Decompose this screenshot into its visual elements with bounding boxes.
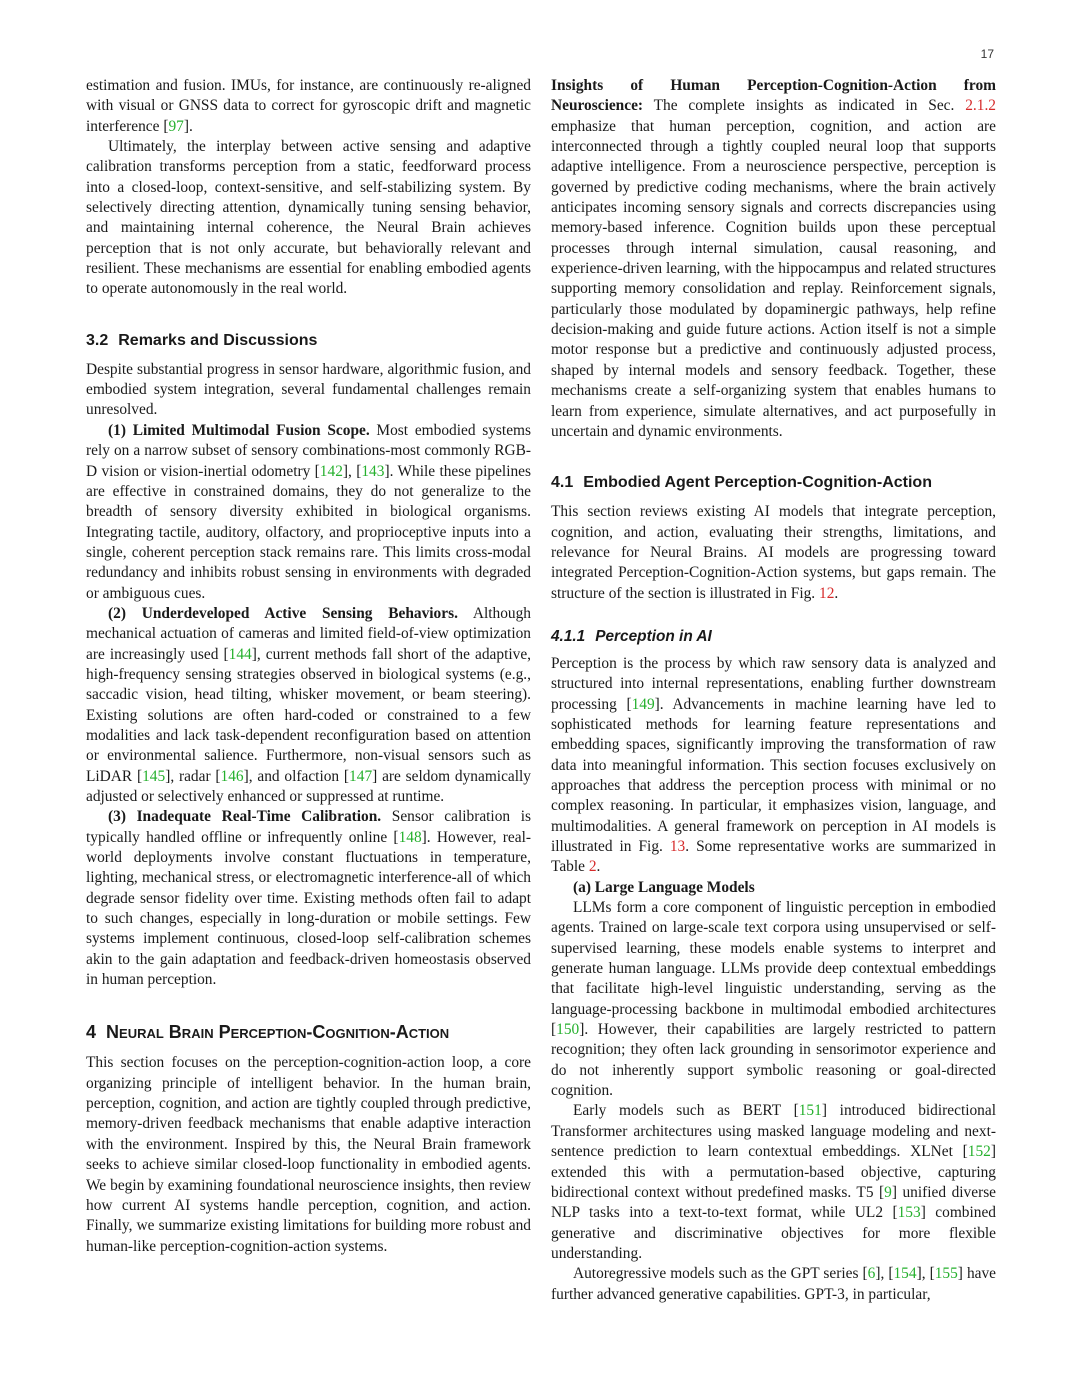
paragraph: Perception is the process by which raw sensory data is analyzed and structured into internal representations, enabling further downstream processing [149]. Advancements in machine learning have led to sophisticated methods for learning feature representations and embedding spaces, significantly improving the transformation of raw data into meaningful information. This section focuses exclusively on approaches that address the perception process with minimal or no complex reasoning. In particular, it emphasizes vision, language, and multimodalities. A general framework on perception in AI models is illustrated in Fig. 13. Some representative works are summarized in Table 2. — [551, 654, 996, 876]
citation-link[interactable]: 148 — [398, 828, 422, 846]
page-number: 17 — [980, 47, 994, 61]
citation-link[interactable]: 142 — [319, 462, 343, 480]
left-column — [86, 76, 531, 1257]
citation-link[interactable]: 152 — [967, 1143, 991, 1161]
paragraph: estimation and fusion. IMUs, for instance, are continuously re-aligned with visual or GNSS data to correct for gyroscopic drift and magnetic interference [97]. — [86, 77, 531, 135]
paragraph: (3) Inadequate Real-Time Calibration. Sensor calibration is typically handled offline or infrequently online [148]. However, real-world deployments involve constant fluctuations in temperature, lighting, mechanical stress, or electromagnetic interference-all of which degrade sensor fidelity over time. Existing methods often fail to adapt to such changes, especially in long-duration or mobile settings. Few systems implement continuous, closed-loop self-calibration schemes akin to the gain adaptation and feedback-driven homeostasis observed in human perception. — [86, 808, 531, 989]
citation-link[interactable]: 150 — [556, 1021, 580, 1039]
section-link[interactable]: 2.1.2 — [965, 97, 996, 115]
paragraph: LLMs form a core component of linguistic perception in embodied agents. Trained on large-scale text corpora using unsupervised or self-supervised learning, these models enable systems to interpret and generate human language. LLMs provide deep contextual embeddings that facilitate high-level linguistic understanding, serving as the language-processing backbone in multimodal embodied architectures [150]. However, their capabilities are largely restricted to pattern recognition; they often lack grounding in sensorimotor experience and do not inherently support symbolic reasoning or goal-directed cognition. — [551, 899, 996, 1100]
citation-link[interactable]: 149 — [631, 695, 655, 713]
citation-link[interactable]: 154 — [893, 1265, 917, 1283]
citation-link[interactable]: 144 — [228, 645, 252, 663]
citation-link[interactable]: 151 — [798, 1102, 822, 1120]
paragraph: Despite substantial progress in sensor hardware, algorithmic fusion, and embodied system integration, several fundamental challenges remain unresolved. — [86, 360, 531, 419]
paragraph: This section reviews existing AI models that integrate perception, cognition, and action, evaluating their strengths, limitations, and relevance for Neural Brains. AI models are progressing toward integrated Perception-Cognition-Action systems, but gaps remain. The structure of the section is illustrated in Fig. 12. — [551, 503, 996, 602]
paragraph: (1) Limited Multimodal Fusion Scope. Most embodied systems rely on a narrow subset of sensory combinations-most commonly RGB-D vision or vision-inertial odometry [142], [143]. While these pipelines are effective in constrained domains, they do not generalize to the breadth of sensory diversity exhibited in biological organisms. Integrating tactile, auditory, olfactory, and proprioceptive inputs into a single, coherent perception stack remains rare. This limits cross-modal redundancy and inhibits robust sensing in environments with degraded or ambiguous cues. — [86, 421, 531, 602]
subsection-heading-4-1-1: 4.1.1 Perception in AI — [551, 627, 712, 645]
citation-link[interactable]: 9 — [884, 1183, 892, 1201]
right-column — [551, 76, 996, 1305]
paragraph: (2) Underdeveloped Active Sensing Behaviors. Although mechanical actuation of cameras and limited field-of-view optimization are increasingly used [144], current methods fall short of the adaptive, high-frequency sensing strategies observed in biological systems (e.g., saccadic vision, head tilting, whisker movement, or beam steering). Existing solutions are often hard-coded or constrained to a few modalities and lack task-dependent reconfiguration based on attention or environmental salience. Furthermore, non-visual sensors such as LiDAR [145], radar [146], and olfaction [147] are seldom dynamically adjusted or selectively enhanced or suppressed at runtime. — [86, 604, 532, 805]
paragraph: Ultimately, the interplay between active sensing and adaptive calibration transforms perception from a static, feedforward process into a closed-loop, context-sensitive, and self-stabilizing system. By selectively directing attention, dynamically tuning sensing behavior, and maintaining internal coherence, the Neural Brain achieves perception that is not only accurate, but behaviorally relevant and resilient. These mechanisms are essential for enabling embodied agents to operate autonomously in the real world. — [86, 138, 531, 298]
paragraph: Early models such as BERT [151] introduced bidirectional Transformer architectures using masked language modeling and next-sentence prediction to learn contextual embeddings. XLNet [152] extended this with a permutation-based objective, capturing bidirectional context without predefined masks. T5 [9] unified diverse NLP tasks into a text-to-text format, while UL2 [153] combined generative and discriminative objectives for more flexible understanding. — [551, 1102, 997, 1262]
section-heading-4: 4 Neural Brain Perception-Cognition-Action — [86, 1022, 450, 1043]
section-heading-3-2: 3.2 Remarks and Discussions — [86, 331, 318, 349]
table-link[interactable]: 2 — [588, 858, 597, 876]
citation-link[interactable]: 143 — [361, 462, 385, 480]
figure-link[interactable]: 13 — [669, 838, 686, 855]
citation-link[interactable]: 6 — [867, 1265, 876, 1283]
citation-link[interactable]: 155 — [934, 1265, 958, 1283]
paragraph-heading: (a) Large Language Models — [573, 878, 755, 896]
paragraph: Autoregressive models such as the GPT series [6], [154], [155] have further advanced generative capabilities. GPT-3, in particular, — [551, 1265, 997, 1303]
paragraph: This section focuses on the perception-cognition-action loop, a core organizing principle of intelligent behavior. In the human brain, perception, cognition, and action are tightly coupled through predictive, memory-driven feedback mechanisms that enable adaptive interaction with the environment. Inspired by this, the Neural Brain framework seeks to achieve similar closed-loop functionality in embodied agents. We begin by examining foundational neuroscience insights, then review how current AI systems handle perception, cognition, and action. Finally, we summarize existing limitations for building more robust and human-like perception-cognition-action systems. — [86, 1054, 531, 1255]
figure-link[interactable]: 12 — [819, 584, 835, 602]
paragraph: Insights of Human Perception-Cognition-Action from Neuroscience: The complete insights as indicated in Sec. 2.1.2 emphasize that human perception, cognition, and action are interconnected through a tightly coupled neural loop that supports adaptive intelligence. From a neuroscience perspective, perception is governed by predictive coding mechanisms, where the brain actively anticipates incoming sensory signals and corrects discrepancies using memory-based inference. Cognition builds upon these perceptual processes through internal simulation, causal reasoning, and experience-driven learning, with the hippocampus and related structures supporting memory consolidation and replay. Reinforcement signals, particularly those modulated by dopaminergic pathways, help refine decision-making and guide future actions. Action itself is not a simple motor response but a predictive and continuously adjusted process, shaped by internal models and sensory feedback. Together, these mechanisms create a self-organizing system that enables humans to learn from experience, simulate alternatives, and act purposefully in uncertain and dynamic environments. — [551, 77, 996, 440]
citation-link[interactable]: 145 — [142, 767, 166, 785]
section-heading-4-1: 4.1 Embodied Agent Perception-Cognition-Action — [551, 474, 932, 492]
citation-link[interactable]: 153 — [897, 1204, 921, 1222]
citation-link[interactable]: 147 — [349, 767, 373, 785]
citation-link[interactable]: 146 — [220, 767, 244, 785]
citation-link[interactable]: 97 — [168, 117, 184, 135]
